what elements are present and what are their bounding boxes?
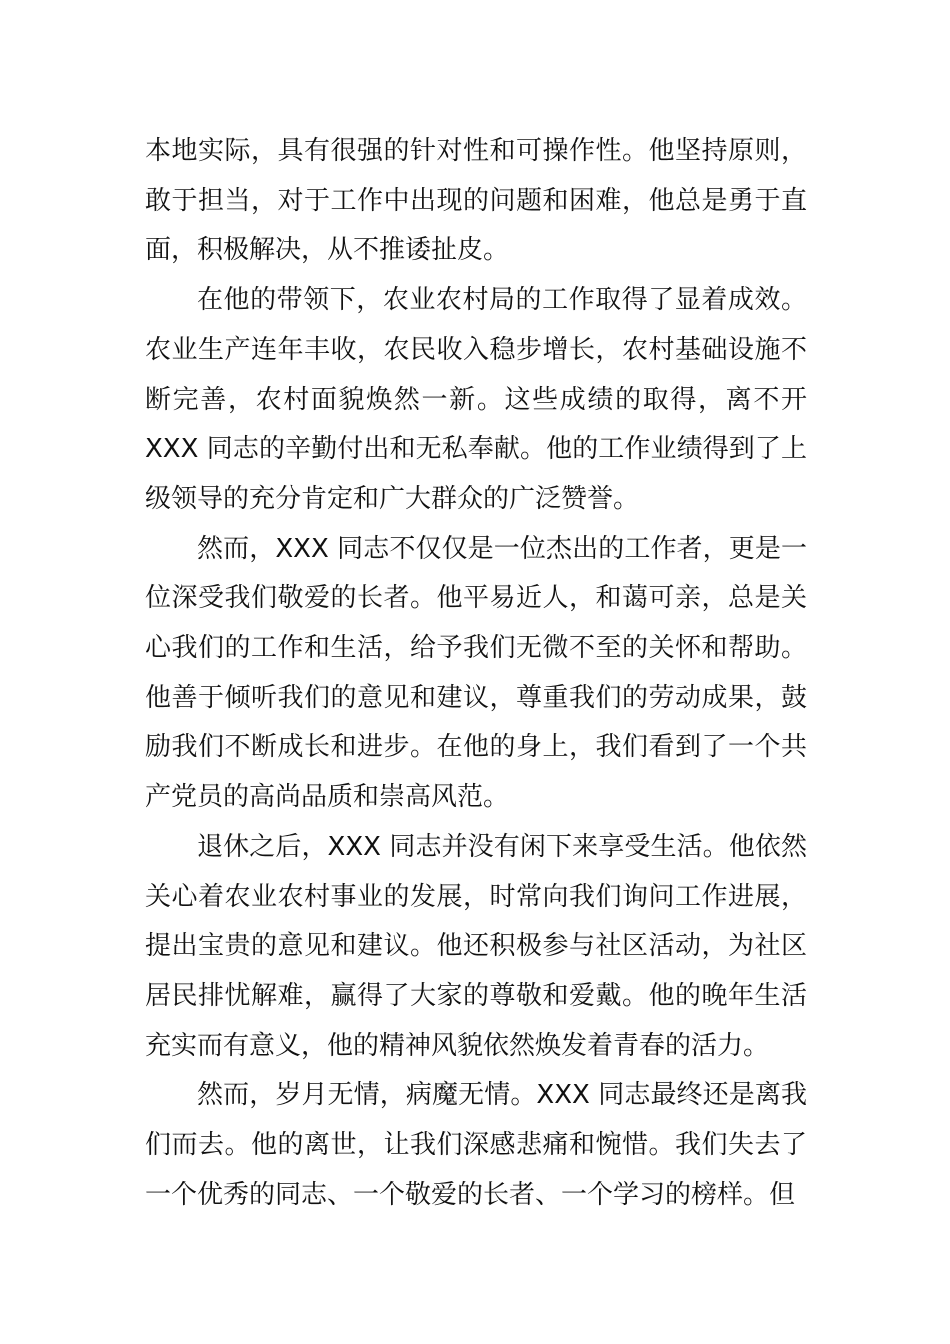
document-body [145,127,807,1220]
paragraph: 在他的带领下，农业农村局的工作取得了显着成效。农业生产连年丰收，农民收入稳步增长，农村基础设施不断完善，农村面貌焕然一新。这些成绩的取得，离不开 XXX 同志的辛勤付出和无私奉献。他的工作业绩得到了上级领导的充分肯定和广大群众的广泛赞誉。 [145,285,807,514]
paragraph: 退休之后，XXX 同志并没有闲下来享受生活。他依然关心着农业农村事业的发展，时常向我们询问工作进展，提出宝贵的意见和建议。他还积极参与社区活动，为社区居民排忧解难，赢得了大家的尊敬和爱戴。他的晚年生活充实而有意义，他的精神风貌依然焕发着青春的活力。 [145,831,807,1061]
paragraph-continuation: 本地实际，具有很强的针对性和可操作性。他坚持原则，敢于担当，对于工作中出现的问题和困难，他总是勇于直面，积极解决，从不推诿扯皮。 [145,136,807,266]
paragraph: 然而，岁月无情，病魔无情。XXX 同志最终还是离我们而去。他的离世，让我们深感悲痛和惋惜。我们失去了一个优秀的同志、一个敬爱的长者、一个学习的榜样。但 [145,1080,807,1210]
paragraph: 然而，XXX 同志不仅仅是一位杰出的工作者，更是一位深受我们敬爱的长者。他平易近人，和蔼可亲，总是关心我们的工作和生活，给予我们无微不至的关怀和帮助。他善于倾听我们的意见和建议，尊重我们的劳动成果，鼓励我们不断成长和进步。在他的身上，我们看到了一个共产党员的高尚品质和崇高风范。 [145,533,807,813]
